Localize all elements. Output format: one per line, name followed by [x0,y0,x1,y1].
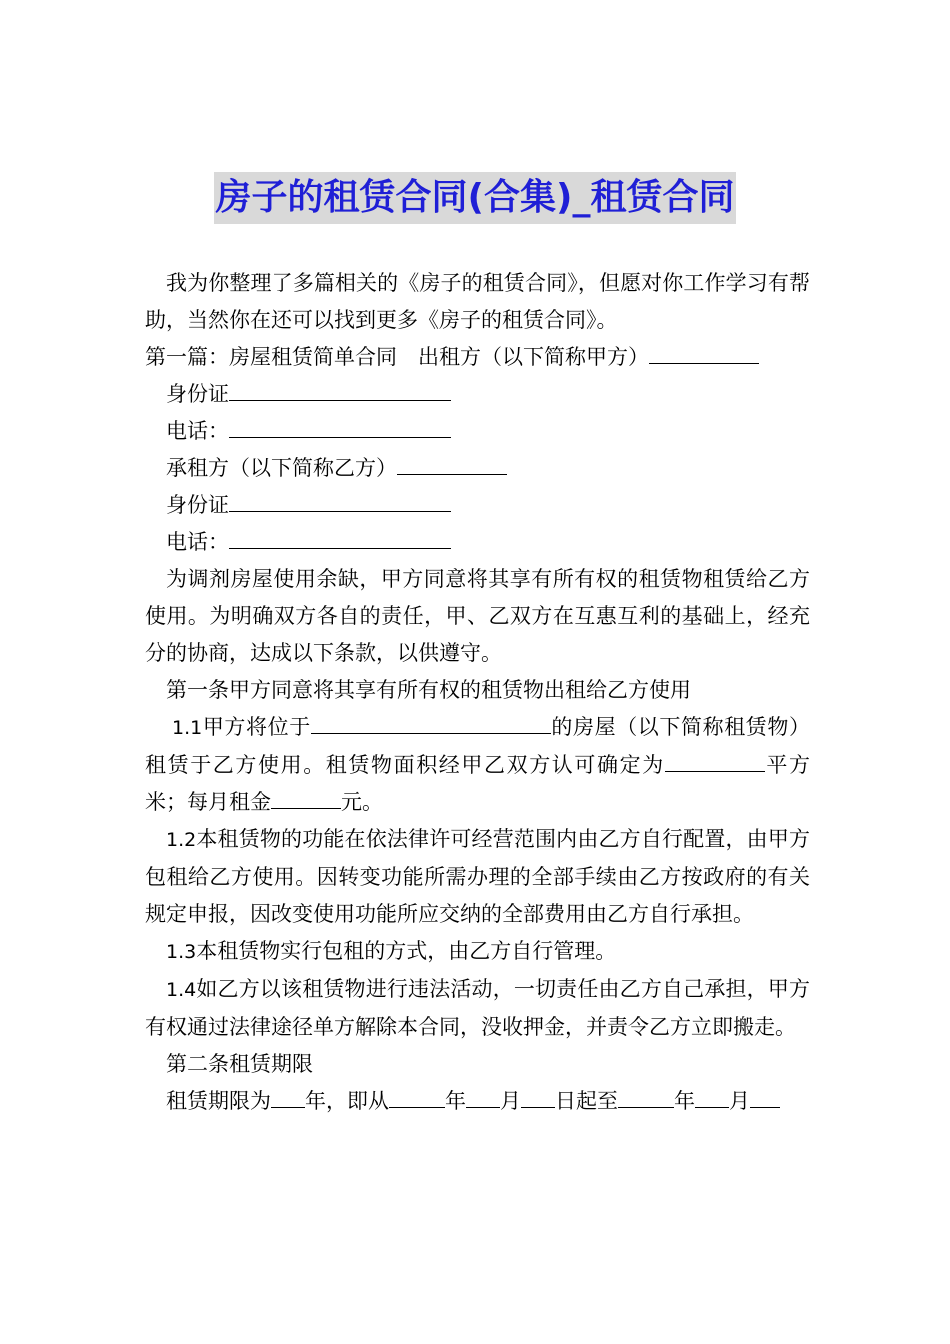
area-blank [665,749,765,772]
part1-heading [145,339,810,376]
term-text-e: 日起至 [555,1089,618,1113]
document-body [145,265,810,1120]
part1-heading-text: 第一篇：房屋租赁简单合同 出租方（以下简称甲方） [145,345,649,369]
document-title: 房子的租赁合同(合集)_租赁合同 [214,172,737,224]
clause-1-2-number: 1.2 [166,829,197,851]
lessee-id-blank [229,489,451,512]
term-text-f: 年 [674,1089,695,1113]
term-text-c: 年 [445,1089,466,1113]
lessee-label: 承租方（以下简称乙方） [166,456,397,480]
clause-1-4-text: 如乙方以该租赁物进行违法活动，一切责任由乙方自己承担，甲方有权通过法律途径单方解除本合同，没收押金，并责令乙方立即搬走。 [145,977,810,1039]
lessee-id-label: 身份证 [166,493,229,517]
end-year-blank [618,1085,674,1108]
term-text-d: 月 [500,1089,521,1113]
clause-1-4 [145,971,810,1046]
lessor-id-blank [229,378,451,401]
term-text-a: 租赁期限为 [166,1089,271,1113]
clause-1-4-number: 1.4 [166,979,197,1001]
lessor-phone-line [145,413,810,450]
term-text-g: 月 [729,1089,750,1113]
article2-heading: 第二条租赁期限 [166,1052,313,1076]
article1-heading: 第一条甲方同意将其享有所有权的租赁物出租给乙方使用 [166,678,691,702]
clause-1-1-text-a: 甲方将位于 [202,715,311,739]
lessee-phone-label: 电话： [166,530,229,554]
lessee-phone-line [145,524,810,561]
clause-1-3-text: 本租赁物实行包租的方式，由乙方自行管理。 [196,939,617,963]
lessee-line [145,450,810,487]
start-month-blank [466,1085,500,1108]
clause-1-3-number: 1.3 [166,941,197,963]
clause-1-1 [145,709,810,821]
rent-blank [271,786,341,809]
preamble-paragraph: 为调剂房屋使用余缺，甲方同意将其享有所有权的租赁物租赁给乙方使用。为明确双方各自的责任，甲、乙双方在互惠互利的基础上，经充分的协商，达成以下条款，以供遵守。 [145,567,810,665]
clause-1-1-number: 1.1 [172,717,203,739]
clause-1-2-text: 本租赁物的功能在依法律许可经营范围内由乙方自行配置，由甲方包租给乙方使用。因转变功能所需办理的全部手续由乙方按政府的有关规定申报，因改变使用功能所应交纳的全部费用由乙方自行承担。 [145,827,810,926]
term-years-blank [271,1085,305,1108]
lessor-name-blank [649,341,759,364]
location-blank [311,711,551,734]
lessor-phone-blank [229,415,451,438]
intro-paragraph: 我为你整理了多篇相关的《房子的租赁合同》，但愿对你工作学习有帮助，当然你在还可以找到更多《房子的租赁合同》。 [145,271,810,332]
end-day-blank [750,1085,780,1108]
clause-1-1-text-b: 的房屋（以下简称租赁物）租赁于乙方使用。租赁物面积经甲乙双方认可确定为 [145,715,810,777]
clause-1-1-text-d: 元。 [341,790,383,814]
clause-1-1-text-c: 平方米；每月租金 [145,753,811,814]
term-text-b: 年，即从 [305,1089,389,1113]
clause-1-3 [145,933,810,971]
lessee-phone-blank [229,526,451,549]
start-day-blank [521,1085,555,1108]
lessee-name-blank [397,452,507,475]
lessor-id-line [145,376,810,413]
lease-term-line [145,1083,810,1120]
lessor-id-label: 身份证 [166,382,229,406]
lessor-phone-label: 电话： [166,419,229,443]
lessee-id-line [145,487,810,524]
clause-1-2 [145,821,810,933]
start-year-blank [389,1085,445,1108]
end-month-blank [695,1085,729,1108]
title-block [0,172,950,224]
